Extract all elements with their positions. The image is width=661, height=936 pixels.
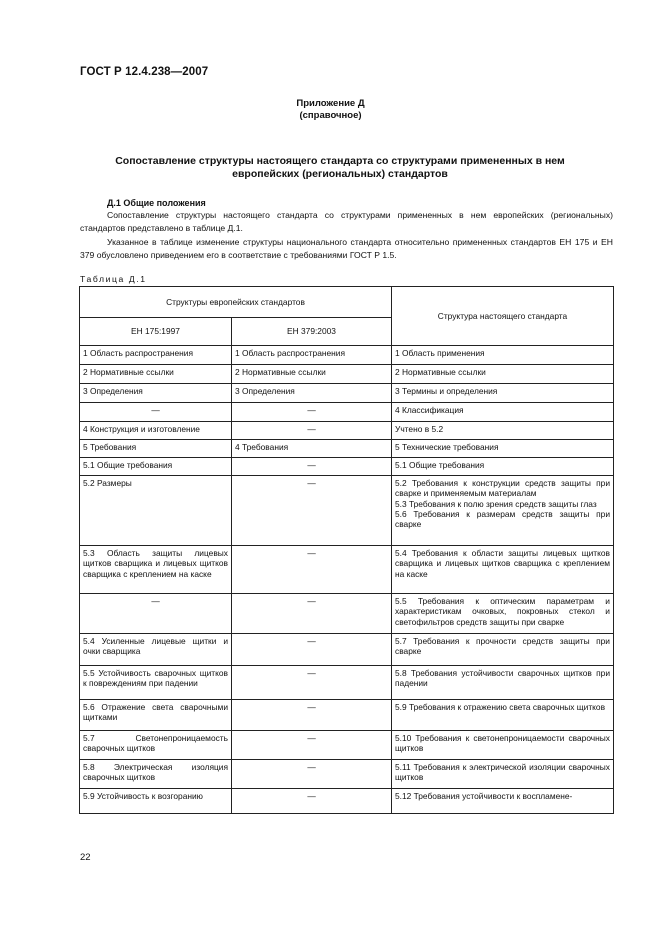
header-national-structure: Структура настоящего стандарта: [392, 287, 614, 346]
cell-en379: [232, 346, 392, 365]
cell-text: 4 Требования: [235, 442, 289, 452]
table-row: [80, 346, 614, 365]
cell-text: 3 Определения: [235, 386, 295, 396]
cell-text: —: [307, 636, 316, 646]
table-row: [80, 403, 614, 422]
structure-comparison-table: [79, 286, 614, 814]
cell-en379: [232, 594, 392, 634]
cell-text: 4 Классификация: [395, 405, 464, 415]
table-row: [80, 634, 614, 666]
header-en379: ЕН 379:2003: [232, 318, 392, 346]
cell-en175: [80, 458, 232, 476]
cell-text: —: [151, 596, 160, 606]
cell-national: [392, 666, 614, 700]
cell-text: —: [151, 405, 160, 415]
table-caption: Таблица Д.1: [80, 274, 147, 284]
cell-en175: [80, 789, 232, 814]
cell-text: —: [307, 424, 316, 434]
cell-text: 5.9 Устойчивость к возгоранию: [83, 791, 203, 801]
appendix-type: (справочное): [299, 110, 362, 121]
cell-en175: [80, 700, 232, 731]
cell-text: —: [307, 548, 316, 558]
cell-en379: [232, 476, 392, 546]
cell-en175: [80, 594, 232, 634]
table-row: [80, 594, 614, 634]
cell-paragraph: 5.6 Требования к размерам средств защиты при сварке: [395, 508, 610, 530]
cell-en175: [80, 731, 232, 760]
cell-en175: [80, 365, 232, 384]
table-header-row: [80, 287, 614, 318]
cell-en175: [80, 403, 232, 422]
cell-en379: [232, 422, 392, 440]
cell-text: Учтено в 5.2: [395, 424, 444, 434]
appendix-main-title: Сопоставление структуры настоящего стандарта со структурами примененных в нем европейских (региональных) стандартов: [115, 155, 565, 180]
table-row: [80, 700, 614, 731]
cell-text: —: [307, 596, 316, 606]
document-code: ГОСТ Р 12.4.238—2007: [80, 66, 209, 78]
section-heading: Д.1 Общие положения: [107, 198, 206, 208]
cell-en175: [80, 760, 232, 789]
cell-text: 5.1 Общие требования: [395, 460, 485, 470]
table-row: [80, 731, 614, 760]
cell-national: [392, 731, 614, 760]
cell-text: —: [307, 791, 316, 801]
cell-en175: [80, 384, 232, 403]
cell-text: 1 Область применения: [395, 348, 485, 358]
header-en175: ЕН 175:1997: [80, 318, 232, 346]
cell-en175: [80, 422, 232, 440]
cell-en379: [232, 666, 392, 700]
cell-text: —: [307, 668, 316, 678]
cell-text: 5.6 Отражение света сварочными щитками: [83, 702, 228, 723]
table-row: [80, 760, 614, 789]
cell-paragraph: 5.3 Требования к полю зрения средств защиты глаз: [395, 498, 597, 509]
cell-text: 2 Нормативные ссылки: [235, 367, 326, 377]
cell-en379: [232, 760, 392, 789]
cell-national: [392, 760, 614, 789]
table-body: [80, 287, 614, 814]
cell-national: [392, 789, 614, 814]
cell-text: 5.11 Требования к электрической изоляции сварочных щитков: [395, 762, 610, 783]
table-row: [80, 666, 614, 700]
cell-national: [392, 634, 614, 666]
cell-text: 5.9 Требования к отражению света сварочных щитков: [395, 702, 606, 712]
cell-text: 5.7 Требования к прочности средств защиты при сварке: [395, 636, 610, 657]
cell-en175: [80, 440, 232, 458]
cell-en379: [232, 365, 392, 384]
cell-text: 3 Определения: [83, 386, 143, 396]
cell-text: 5.4 Требования к области защиты лицевых щитков сварщика и лицевых щитков сварщика с креплением на каске: [395, 548, 610, 579]
cell-national: [392, 594, 614, 634]
cell-national: [392, 346, 614, 365]
cell-text: —: [307, 478, 316, 488]
table-row: [80, 546, 614, 594]
cell-text: 5.10 Требования к светонепроницаемости сварочных щитков: [395, 733, 610, 754]
cell-text: 2 Нормативные ссылки: [395, 367, 486, 377]
table-row: [80, 422, 614, 440]
cell-national: [392, 476, 614, 546]
cell-text: 5 Требования: [83, 442, 137, 452]
cell-en379: [232, 731, 392, 760]
header-european-structures: Структуры европейских стандартов: [80, 287, 392, 318]
table-row: [80, 365, 614, 384]
appendix-label: Приложение Д: [296, 98, 365, 109]
table-row: [80, 476, 614, 546]
cell-text: 5.7 Светонепроницаемость сварочных щитков: [83, 733, 228, 754]
paragraph-1: Сопоставление структуры настоящего стандарта со структурами примененных в нем европейских (региональных) стандартов представлено в таблице Д.1.: [80, 210, 613, 234]
cell-text: 2 Нормативные ссылки: [83, 367, 174, 377]
cell-text: 4 Конструкция и изготовление: [83, 424, 200, 434]
cell-paragraph: 5.2 Требования к конструкции средств защиты при сварке и применяемым материалам: [395, 478, 610, 499]
cell-en379: [232, 546, 392, 594]
table-row: [80, 789, 614, 814]
cell-national: [392, 403, 614, 422]
cell-text: 5.8 Требования устойчивости сварочных щитков при падении: [395, 668, 610, 689]
cell-text: 1 Область распространения: [83, 348, 193, 358]
cell-national: [392, 422, 614, 440]
cell-text: —: [307, 762, 316, 772]
cell-national: [392, 700, 614, 731]
cell-en379: [232, 700, 392, 731]
appendix-title: [0, 98, 661, 122]
cell-text: —: [307, 405, 316, 415]
cell-en379: [232, 384, 392, 403]
cell-en175: [80, 666, 232, 700]
cell-text: 5.3 Область защиты лицевых щитков сварщика и лицевых щитков сварщика с креплением на каске: [83, 548, 228, 579]
cell-text: —: [307, 733, 316, 743]
cell-national: [392, 458, 614, 476]
cell-text: 5.1 Общие требования: [83, 460, 173, 470]
cell-text: 5.5 Устойчивость сварочных щитков к повреждениям при падении: [83, 668, 228, 689]
cell-en379: [232, 789, 392, 814]
cell-national: [392, 384, 614, 403]
cell-en175: [80, 634, 232, 666]
cell-national: [392, 546, 614, 594]
cell-national: [392, 440, 614, 458]
page-number: 22: [80, 852, 91, 863]
table-row: [80, 440, 614, 458]
cell-en175: [80, 346, 232, 365]
cell-text: 5.8 Электрическая изоляция сварочных щитков: [83, 762, 228, 783]
cell-text: 1 Область распространения: [235, 348, 345, 358]
cell-en175: [80, 546, 232, 594]
table-row: [80, 384, 614, 403]
cell-en379: [232, 458, 392, 476]
cell-en175: [80, 476, 232, 546]
cell-text: 3 Термины и определения: [395, 386, 498, 396]
cell-text: 5.5 Требования к оптическим параметрам и характеристикам очковых, покровных стекол и светофильтров средств защиты при сварке: [395, 596, 610, 627]
cell-national: [392, 365, 614, 384]
cell-text: 5 Технические требования: [395, 442, 499, 452]
paragraph-2: Указанное в таблице изменение структуры национального стандарта относительно примененных стандартов ЕН 175 и ЕН 379 обусловлено приведением его в соответствие с требованиями ГОСТ Р 1.5.: [80, 237, 613, 261]
cell-text: —: [307, 460, 316, 470]
cell-text: 5.12 Требования устойчивости к воспламене-: [395, 791, 573, 801]
cell-en379: [232, 634, 392, 666]
table-row: [80, 458, 614, 476]
cell-text: —: [307, 702, 316, 712]
cell-text: 5.4 Усиленные лицевые щитки и очки сварщика: [83, 636, 228, 657]
cell-text: 5.2 Размеры: [83, 478, 132, 488]
cell-en379: [232, 440, 392, 458]
cell-en379: [232, 403, 392, 422]
